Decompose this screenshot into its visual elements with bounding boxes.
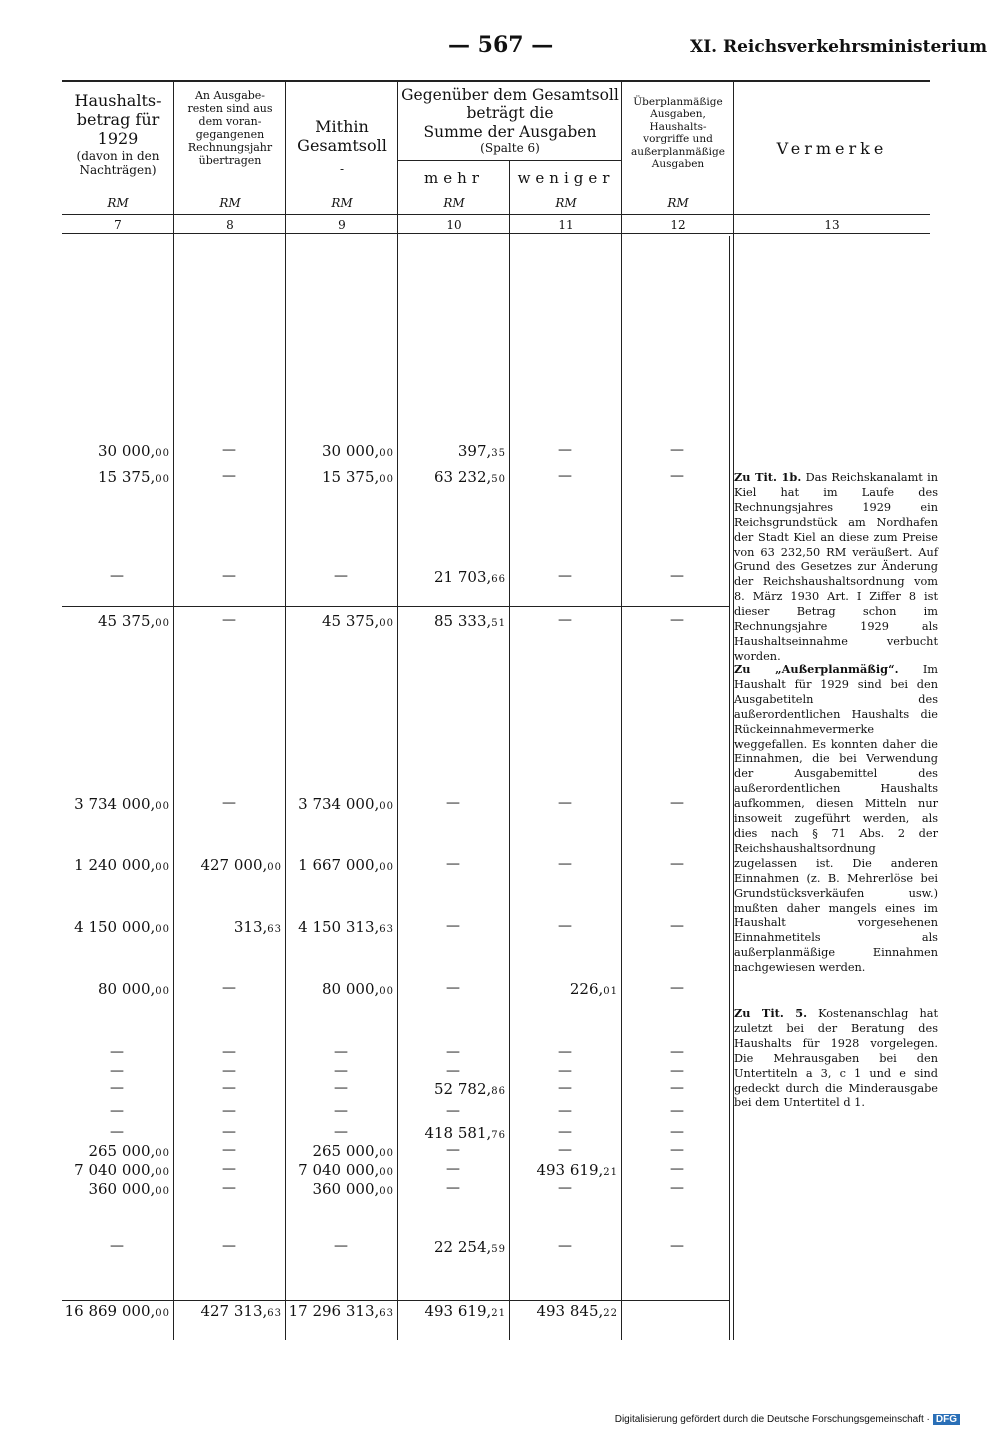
table-cell-amount (434, 468, 506, 486)
header-col7 (64, 92, 172, 177)
amount-main: 30 000, (322, 442, 380, 460)
note-ausserplanmaessig-head: Zu „Außerplanmäßig“. (734, 662, 899, 676)
unit-col9: RM (331, 196, 353, 210)
col-divider-9-10 (397, 82, 398, 1340)
col-divider-8-9 (285, 82, 286, 1340)
amount-decimals: 00 (155, 924, 170, 935)
table-cell-dash: — (222, 1161, 236, 1177)
table-cell-amount (88, 1180, 170, 1198)
table-cell-amount (88, 1142, 170, 1160)
footer-text: Digitalisierung gefördert durch die Deutsche Forschungsgemeinschaft · (614, 1414, 930, 1425)
table-cell-dash: — (670, 980, 684, 996)
table-cell-amount (74, 795, 170, 813)
table-cell-amount (312, 1180, 394, 1198)
table-cell-dash: — (110, 1238, 124, 1254)
header-col9-title: Mithin Gesamtsoll (297, 117, 387, 155)
table-cell-dash: — (670, 468, 684, 484)
amount-main: 397, (457, 442, 492, 460)
amount-decimals: 00 (155, 1167, 170, 1178)
table-cell-amount (298, 1161, 394, 1179)
table-cell-dash: — (670, 612, 684, 628)
table-cell-amount (536, 1161, 618, 1179)
table-cell-dash: — (446, 856, 460, 872)
table-cell-dash: — (670, 568, 684, 584)
table-cell-amount (434, 568, 506, 586)
table-cell-amount (298, 918, 394, 936)
table-cell-dash: — (558, 1180, 572, 1196)
amount-main: 360 000, (312, 1180, 380, 1198)
table-cell-dash: — (222, 468, 236, 484)
note-tit-5 (734, 1006, 938, 1111)
table-cell-dash: — (446, 795, 460, 811)
table-cell-amount (98, 980, 170, 998)
table-cell-dash: — (222, 1238, 236, 1254)
amount-main: 427 000, (200, 856, 268, 874)
subtotal-rule (62, 606, 730, 607)
table-cell-dash: — (110, 1080, 124, 1096)
table-cell-amount (312, 1142, 394, 1160)
table-cell-dash: — (334, 1103, 348, 1119)
amount-main: 45 375, (98, 612, 156, 630)
table-cell-amount (458, 442, 506, 460)
table-cell-dash: — (222, 1063, 236, 1079)
amount-decimals: 00 (155, 1148, 170, 1159)
amount-decimals: 59 (491, 1244, 506, 1255)
table-cell-amount (322, 612, 394, 630)
colnum-11: 11 (558, 218, 574, 232)
amount-main: 360 000, (88, 1180, 156, 1198)
table-cell-dash: — (670, 1080, 684, 1096)
table-cell-dash: — (222, 1124, 236, 1140)
table-cell-amount (322, 468, 394, 486)
amount-decimals: 22 (603, 1308, 618, 1319)
table-cell-dash: — (558, 1124, 572, 1140)
amount-main: 226, (569, 980, 604, 998)
table-cell-dash: — (222, 1044, 236, 1060)
colnum-12: 12 (670, 218, 686, 232)
amount-decimals: 00 (379, 862, 394, 873)
table-cell-dash: — (222, 612, 236, 628)
table-cell-dash: — (670, 1161, 684, 1177)
table-cell-dash: — (334, 568, 348, 584)
table-cell-amount (298, 856, 394, 874)
amount-decimals: 63 (379, 1308, 394, 1319)
unit-col8: RM (219, 196, 241, 210)
table-cell-dash: — (558, 918, 572, 934)
amount-decimals: 00 (379, 986, 394, 997)
note-ausserplanmaessig-body: Im Haushalt für 1929 sind bei den Ausgabetiteln des außerordentlichen Haushalts die Rückeinnahmevermerke weggefallen. Es konnten daher die Einnahmen, die bei Verwendung der Ausgabemittel des außerordentlichen Haushalts aufkommen, diesen Mitteln nur insoweit zugeführt werden, als dies nach § 71 Abs. 2 der Reichshaushaltsordnung zugelassen ist. Die anderen Einnahmen (z. B. Mehrerlöse bei Grundstücksverkäufen usw.) mußten daher mangels eines im Haushalt vorgesehenen Einnahmetitels als außerplanmäßige Einnahmen nachgewiesen werden. (734, 663, 939, 975)
table-cell-dash: — (558, 1044, 572, 1060)
table-cell-dash: — (110, 1103, 124, 1119)
table-cell-dash: — (222, 442, 236, 458)
colnum-bottom-rule (62, 233, 930, 234)
table-cell-dash: — (222, 980, 236, 996)
table-cell-amount (424, 1302, 506, 1320)
amount-decimals: 76 (491, 1130, 506, 1141)
amount-decimals: 51 (491, 618, 506, 629)
note-tit-1b-head: Zu Tit. 1b. (734, 470, 802, 484)
note-tit-1b-body: Das Reichskanalamt in Kiel hat im Laufe des Rechnungsjahres 1929 ein Reichsgrundstück am Nordhafen der Stadt Kiel an diese zum Preise von 63 232,50 RM veräußert. Auf Grund des Gesetzes zur Änderung der Reichshaushaltsordnung vom 8. März 1930 Art. I Ziffer 8 ist dieser Betrag schon im Rechnungsjahre 1929 als Haushaltseinnahme verbucht worden. (734, 471, 939, 663)
table-cell-dash: — (670, 1103, 684, 1119)
total-rule (62, 1300, 730, 1301)
amount-decimals: 00 (379, 1167, 394, 1178)
amount-main: 7 040 000, (74, 1161, 156, 1179)
table-cell-dash: — (558, 568, 572, 584)
table-cell-dash: — (110, 568, 124, 584)
amount-decimals: 00 (379, 618, 394, 629)
amount-main: 85 333, (434, 612, 492, 630)
colnum-9: 9 (338, 218, 346, 232)
table-cell-dash: — (334, 1063, 348, 1079)
amount-main: 3 734 000, (74, 795, 156, 813)
table-cell-amount (322, 442, 394, 460)
amount-main: 265 000, (88, 1142, 156, 1160)
table-cell-amount (74, 1161, 170, 1179)
amount-decimals: 50 (491, 474, 506, 485)
header-col10-11-sub: (Spalte 6) (480, 140, 540, 155)
table-cell-dash: — (222, 1103, 236, 1119)
table-cell-dash: — (334, 1044, 348, 1060)
header-col11: weniger (517, 169, 615, 187)
table-cell-dash: — (446, 1103, 460, 1119)
table-cell-dash: — (558, 1238, 572, 1254)
table-cell-dash: — (670, 918, 684, 934)
col-divider-10-11 (509, 160, 510, 1340)
table-cell-dash: — (222, 1080, 236, 1096)
amount-decimals: 00 (155, 1308, 170, 1319)
table-cell-dash: — (558, 612, 572, 628)
amount-main: 80 000, (98, 980, 156, 998)
header-col10-11-title: Gegenüber dem Gesamtsoll beträgt die Summe der Ausgaben (401, 86, 619, 141)
amount-main: 493 619, (536, 1161, 604, 1179)
table-cell-amount (65, 1302, 170, 1320)
table-cell-dash: — (558, 856, 572, 872)
colnum-10: 10 (446, 218, 462, 232)
table-cell-dash: — (446, 980, 460, 996)
table-cell-amount (98, 442, 170, 460)
header-col12: Überplanmäßige Ausgaben, Haushalts- vorgriffe und außerplanmäßige Ausgaben (631, 96, 725, 170)
page-number: — 567 — (448, 32, 554, 58)
table-cell-amount (289, 1302, 394, 1320)
amount-decimals: 66 (491, 574, 506, 585)
table-cell-amount (98, 612, 170, 630)
amount-decimals: 00 (155, 986, 170, 997)
table-cell-amount (234, 918, 282, 936)
amount-decimals: 00 (155, 862, 170, 873)
table-cell-dash: — (110, 1124, 124, 1140)
table-cell-dash: — (558, 442, 572, 458)
amount-main: 15 375, (322, 468, 380, 486)
amount-decimals: 00 (379, 448, 394, 459)
table-cell-dash: — (446, 918, 460, 934)
table-cell-amount (98, 468, 170, 486)
amount-main: 4 150 313, (298, 918, 380, 936)
amount-decimals: 00 (379, 1186, 394, 1197)
amount-main: 493 845, (536, 1302, 604, 1320)
amount-decimals: 00 (155, 618, 170, 629)
table-cell-amount (298, 795, 394, 813)
amount-decimals: 01 (603, 986, 618, 997)
table-cell-dash: — (334, 1238, 348, 1254)
table-cell-dash: — (558, 795, 572, 811)
table-cell-dash: — (334, 1080, 348, 1096)
header-col8: An Ausgabe- resten sind aus dem voran- gegangenen Rechnungsjahr übertragen (187, 89, 273, 167)
amount-main: 16 869 000, (64, 1302, 156, 1320)
amount-main: 63 232, (434, 468, 492, 486)
amount-decimals: 00 (379, 801, 394, 812)
table-cell-dash: — (222, 568, 236, 584)
amount-main: 80 000, (322, 980, 380, 998)
amount-decimals: 00 (267, 862, 282, 873)
header-bottom-rule (62, 214, 930, 215)
table-cell-dash: — (222, 1180, 236, 1196)
table-cell-amount (570, 980, 618, 998)
amount-decimals: 63 (379, 924, 394, 935)
amount-main: 7 040 000, (298, 1161, 380, 1179)
amount-main: 1 667 000, (298, 856, 380, 874)
amount-main: 313, (233, 918, 268, 936)
amount-main: 30 000, (98, 442, 156, 460)
table-cell-amount (424, 1124, 506, 1142)
amount-main: 21 703, (434, 568, 492, 586)
amount-decimals: 86 (491, 1086, 506, 1097)
table-cell-amount (434, 1080, 506, 1098)
amount-main: 265 000, (312, 1142, 380, 1160)
table-cell-dash: — (670, 856, 684, 872)
table-cell-dash: — (670, 1142, 684, 1158)
table-cell-amount (200, 1302, 282, 1320)
section-title: XI. Reichsverkehrsministerium (690, 37, 988, 57)
col-divider-11-12 (621, 82, 622, 1340)
unit-col12: RM (667, 196, 689, 210)
table-cell-dash: — (670, 1238, 684, 1254)
table-cell-amount (322, 980, 394, 998)
unit-col10: RM (443, 196, 465, 210)
table-cell-dash: — (110, 1063, 124, 1079)
amount-decimals: 21 (491, 1308, 506, 1319)
table-cell-dash: — (334, 1124, 348, 1140)
header-col9-mark: - (339, 161, 345, 176)
table-cell-dash: — (670, 1044, 684, 1060)
table-cell-dash: — (558, 1080, 572, 1096)
table-cell-dash: — (670, 795, 684, 811)
unit-col7: RM (107, 196, 129, 210)
amount-decimals: 35 (491, 448, 506, 459)
table-cell-dash: — (670, 442, 684, 458)
header-col7-sub: (davon in den Nachträgen) (76, 148, 160, 177)
table-cell-amount (74, 856, 170, 874)
table-cell-dash: — (222, 1142, 236, 1158)
amount-decimals: 00 (155, 448, 170, 459)
table-cell-dash: — (446, 1044, 460, 1060)
amount-main: 52 782, (434, 1080, 492, 1098)
amount-main: 4 150 000, (74, 918, 156, 936)
table-cell-dash: — (110, 1044, 124, 1060)
header-col13: Vermerke (776, 139, 888, 158)
table-cell-dash: — (446, 1161, 460, 1177)
col-divider-7-8 (173, 82, 174, 1340)
amount-main: 22 254, (434, 1238, 492, 1256)
table-cell-amount (434, 1238, 506, 1256)
amount-decimals: 00 (155, 1186, 170, 1197)
table-cell-dash: — (446, 1142, 460, 1158)
table-cell-dash: — (558, 468, 572, 484)
table-cell-dash: — (670, 1124, 684, 1140)
amount-main: 17 296 313, (288, 1302, 380, 1320)
amount-main: 45 375, (322, 612, 380, 630)
colnum-13: 13 (824, 218, 840, 232)
unit-col11: RM (555, 196, 577, 210)
table-cell-dash: — (558, 1063, 572, 1079)
amount-main: 493 619, (424, 1302, 492, 1320)
note-tit-5-head: Zu Tit. 5. (734, 1006, 807, 1020)
table-cell-dash: — (222, 795, 236, 811)
amount-decimals: 63 (267, 1308, 282, 1319)
amount-main: 1 240 000, (74, 856, 156, 874)
note-tit-1b (734, 470, 938, 665)
amount-main: 427 313, (200, 1302, 268, 1320)
dfg-logo: DFG (933, 1414, 960, 1425)
amount-decimals: 00 (379, 1148, 394, 1159)
table-cell-amount (536, 1302, 618, 1320)
amount-decimals: 00 (155, 801, 170, 812)
amount-decimals: 00 (379, 474, 394, 485)
header-col9 (288, 118, 396, 176)
note-tit-5-body: Kostenanschlag hat zuletzt bei der Beratung des Haushalts für 1928 vorgelegen. Die Mehrausgaben bei den Untertiteln a 3, c 1 und e sind gedeckt durch die Minderausgabe bei dem Untertitel d 1. (734, 1007, 938, 1110)
colnum-8: 8 (226, 218, 234, 232)
amount-main: 3 734 000, (298, 795, 380, 813)
header-col10-11 (400, 86, 620, 155)
table-cell-dash: — (446, 1063, 460, 1079)
table-cell-dash: — (446, 1180, 460, 1196)
footer-credit (615, 1414, 960, 1425)
table-cell-dash: — (558, 1142, 572, 1158)
amount-decimals: 63 (267, 924, 282, 935)
amount-decimals: 21 (603, 1167, 618, 1178)
amount-main: 15 375, (98, 468, 156, 486)
colnum-7: 7 (114, 218, 122, 232)
header-col10: mehr (424, 169, 484, 187)
table-cell-amount (200, 856, 282, 874)
table-cell-dash: — (670, 1180, 684, 1196)
amount-decimals: 00 (155, 474, 170, 485)
table-cell-dash: — (670, 1063, 684, 1079)
table-cell-amount (434, 612, 506, 630)
mehr-weniger-rule (398, 160, 622, 161)
note-ausserplanmaessig (734, 662, 938, 976)
amount-main: 418 581, (424, 1124, 492, 1142)
table-cell-dash: — (558, 1103, 572, 1119)
table-cell-amount (74, 918, 170, 936)
table-top-rule (62, 80, 930, 82)
header-col7-title: Haushalts- betrag für 1929 (74, 91, 162, 148)
